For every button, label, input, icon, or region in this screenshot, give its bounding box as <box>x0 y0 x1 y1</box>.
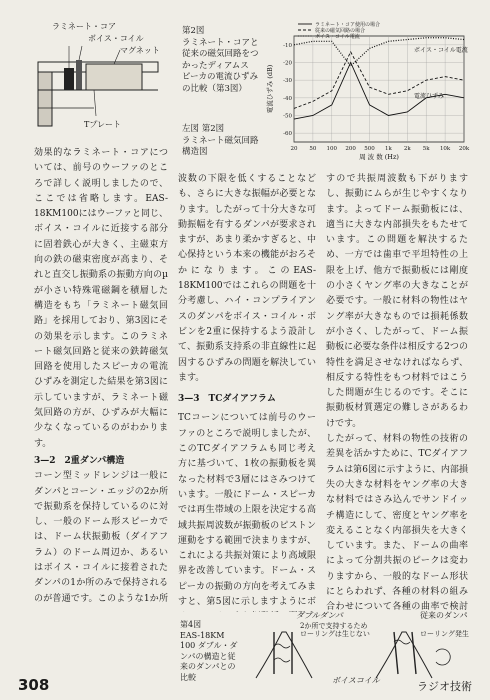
fig1-label-voice-coil: ボイス・コイル <box>88 34 144 43</box>
figure3-caption: 第2図 ラミネート・コアと 従来の磁気回路をつ かったディアムス ピーカの電流ひずみ の比較（第3図） <box>182 26 259 94</box>
fig1-label-t-plate: Tプレート <box>84 120 122 129</box>
fig1-label-magnet: マグネット <box>120 46 160 55</box>
column-1 <box>34 146 168 602</box>
chart-y-axis-label: 電流ひずみ (dB) <box>266 64 274 114</box>
col2-paragraph-2: TCコーンについては前号のウーファのところで説明しましたが、このTCダイアフラムも同じ考え方に基づいて、1枚の振動板を異なった材料で3層にはさみつけています。一般にドーム・スピーカでは再生帯域の上限を決定する高域共振周波数が振動板のピストン運動をする範囲で決まりますが、これによる共振対策により高域限界を改善しています。ドーム・スピーカの振動の方向を考えてみますと、第5図に示しますようにボ <box>178 413 316 608</box>
section-3-2-heading: 3—2 2重ダンパ構造 <box>34 455 125 466</box>
chart-legend-label: ラミネート・コア使用の場合 <box>315 22 381 28</box>
figure4-caption: 第4図 EAS-18KM 100 ダブル・ダ ンパの構造と従 来のダンパとの 比較 <box>180 620 238 682</box>
chart-y-tick-label: -60 <box>283 131 292 138</box>
chart-x-tick-label: 50 <box>309 146 317 152</box>
chart-y-tick-label: -30 <box>283 78 292 85</box>
distortion-chart <box>264 18 470 168</box>
column-2 <box>178 172 316 612</box>
figure2-caption: 左図 第2図 ラミネート磁気回路 構造図 <box>182 124 259 157</box>
chart-x-tick-label: 500 <box>364 146 375 152</box>
chart-x-tick-label: 200 <box>345 146 356 152</box>
fig4-label-conventional-damper: 従来のダンパ <box>420 611 468 620</box>
col1-paragraph-1: 効果的なラミネート・コアについては、前号のウーファのところで詳しく説明しましたので、ここでは省略します。EAS-18KM100にはウーファと同じ、ボイス・コイルに近接する部分に固着鉄心が大きく、主磁束方向の鉄の磁束密度が高まり、それと直交し振動系の振動方向のµが小さい特殊電磁鋼を積層した構造をもち「ラミネート磁気回路」を採用しており、第3図にその効果を示します。このラミネート磁気回路と従来の鉄鋳磁気回路を使用したスピーカの電流ひずみを測定した結果を第3図に示していますが、ラミネート磁気回路の方が、ひずみが大幅に少なくなっているのがわかります。 <box>34 148 168 449</box>
chart-x-tick-label: 5k <box>422 146 430 152</box>
chart-y-tick-label: -20 <box>283 60 292 67</box>
page-number: 308 <box>18 676 50 694</box>
chart-legend-label: 従来の磁気回路の場合 <box>315 28 366 34</box>
chart-y-tick-label: -50 <box>283 113 292 120</box>
chart-x-tick-label: 100 <box>326 146 338 152</box>
col2-paragraph-1: 波数の下限を低くすることなども、さらに大きな振幅が必要となります。したがって十分大きな可動振幅を有するダンパが要求されますが、あまり柔かすぎると、中心保持という本来の機能がおろそかになります。このEAS-18KM100ではこれらの問題を十分考慮し、ハイ・コンプライアンスのダンパをボイス・コイル・ボビンを2重に保持するよう設計して、振動系支持系の非直線性に起因するひずみの問題を解決しています。 <box>178 174 316 383</box>
chart-x-tick-label: 20k <box>458 146 470 152</box>
chart-annotation: ボイス・コイル電流 <box>414 47 468 54</box>
chart-x-tick-label: 2k <box>403 146 411 152</box>
fig4-label-double-damper: ダブルダンパ <box>296 611 343 620</box>
magazine-name: ラジオ技術 <box>417 680 472 693</box>
fig1-label-laminate-core: ラミネート・コア <box>52 22 116 31</box>
fig4-label-voice-coil: ボイスコイル <box>332 676 380 685</box>
fig4-label-no-rolling: 2か所で支持するため ローリングは生じない <box>300 622 370 638</box>
col3-paragraph-1: すので共振周波数も下がりますし、振動にムらが生じやすくなります。よってドーム振動板には、適当に大きな内部損失をもたせています。この問題を解決するため、一方では歯車で平坦特性の上限を上げ、他方で振動板には剛度の小さくヤング率の大きなことが必要です。一般に材料の物性はヤング率が大きなものでは損耗係数が小さく、したがって、ドーム振動板に必要な条件は相反する2つの特性を満足させなければならず、相反する特性をもつ材料ではこうした問題が生じるのです。そこに振動板材質選定の難しさがあるわけです。 <box>326 174 468 429</box>
chart-x-tick-label: 10k <box>439 146 451 152</box>
chart-x-tick-label: 1k <box>385 146 392 152</box>
col1-paragraph-2: コーン型ミッドレンジは一般にダンパとコーン・エッジの2か所で振動系を保持しているのに対し、一般のドーム形スピーカでは、ドーム状振動板（ダイアフラム）のドーム周辺か、あるいはボイス・コイルに接着されたダンパの1か所のみで保持されるのが普通です。このような1か所 <box>34 471 168 602</box>
chart-x-tick-label: 20 <box>290 146 298 152</box>
chart-annotation: 電流ひずみ <box>414 93 445 100</box>
chart-x-axis-label: 周 波 数 (Hz) <box>359 153 399 161</box>
col3-paragraph-2: したがって、材料の物性の技術の差異を活かすために、TCダイアフラムは第6図に示すように、内部損失の大きな材料をヤング率の大きな材料ではさみ込んでサンドイッチ構造にして、密度とヤング率を変えることなく内部損失を大きくしています。また、ドームの曲率によって分割共振のピークは変わりますから、一般的なドーム形状にとらわれず、各種の材料の組み合わせについて各種の曲率で検討 <box>326 434 468 612</box>
column-3 <box>326 172 468 612</box>
chart-y-tick-label: -40 <box>283 95 292 102</box>
fig4-label-rolling: ローリング発生 <box>420 630 469 638</box>
section-3-3-heading: 3—3 TCダイアフラム <box>178 394 276 405</box>
chart-legend-label: ボイス・コイル電流 <box>315 34 360 40</box>
chart-y-tick-label: -10 <box>283 42 292 49</box>
